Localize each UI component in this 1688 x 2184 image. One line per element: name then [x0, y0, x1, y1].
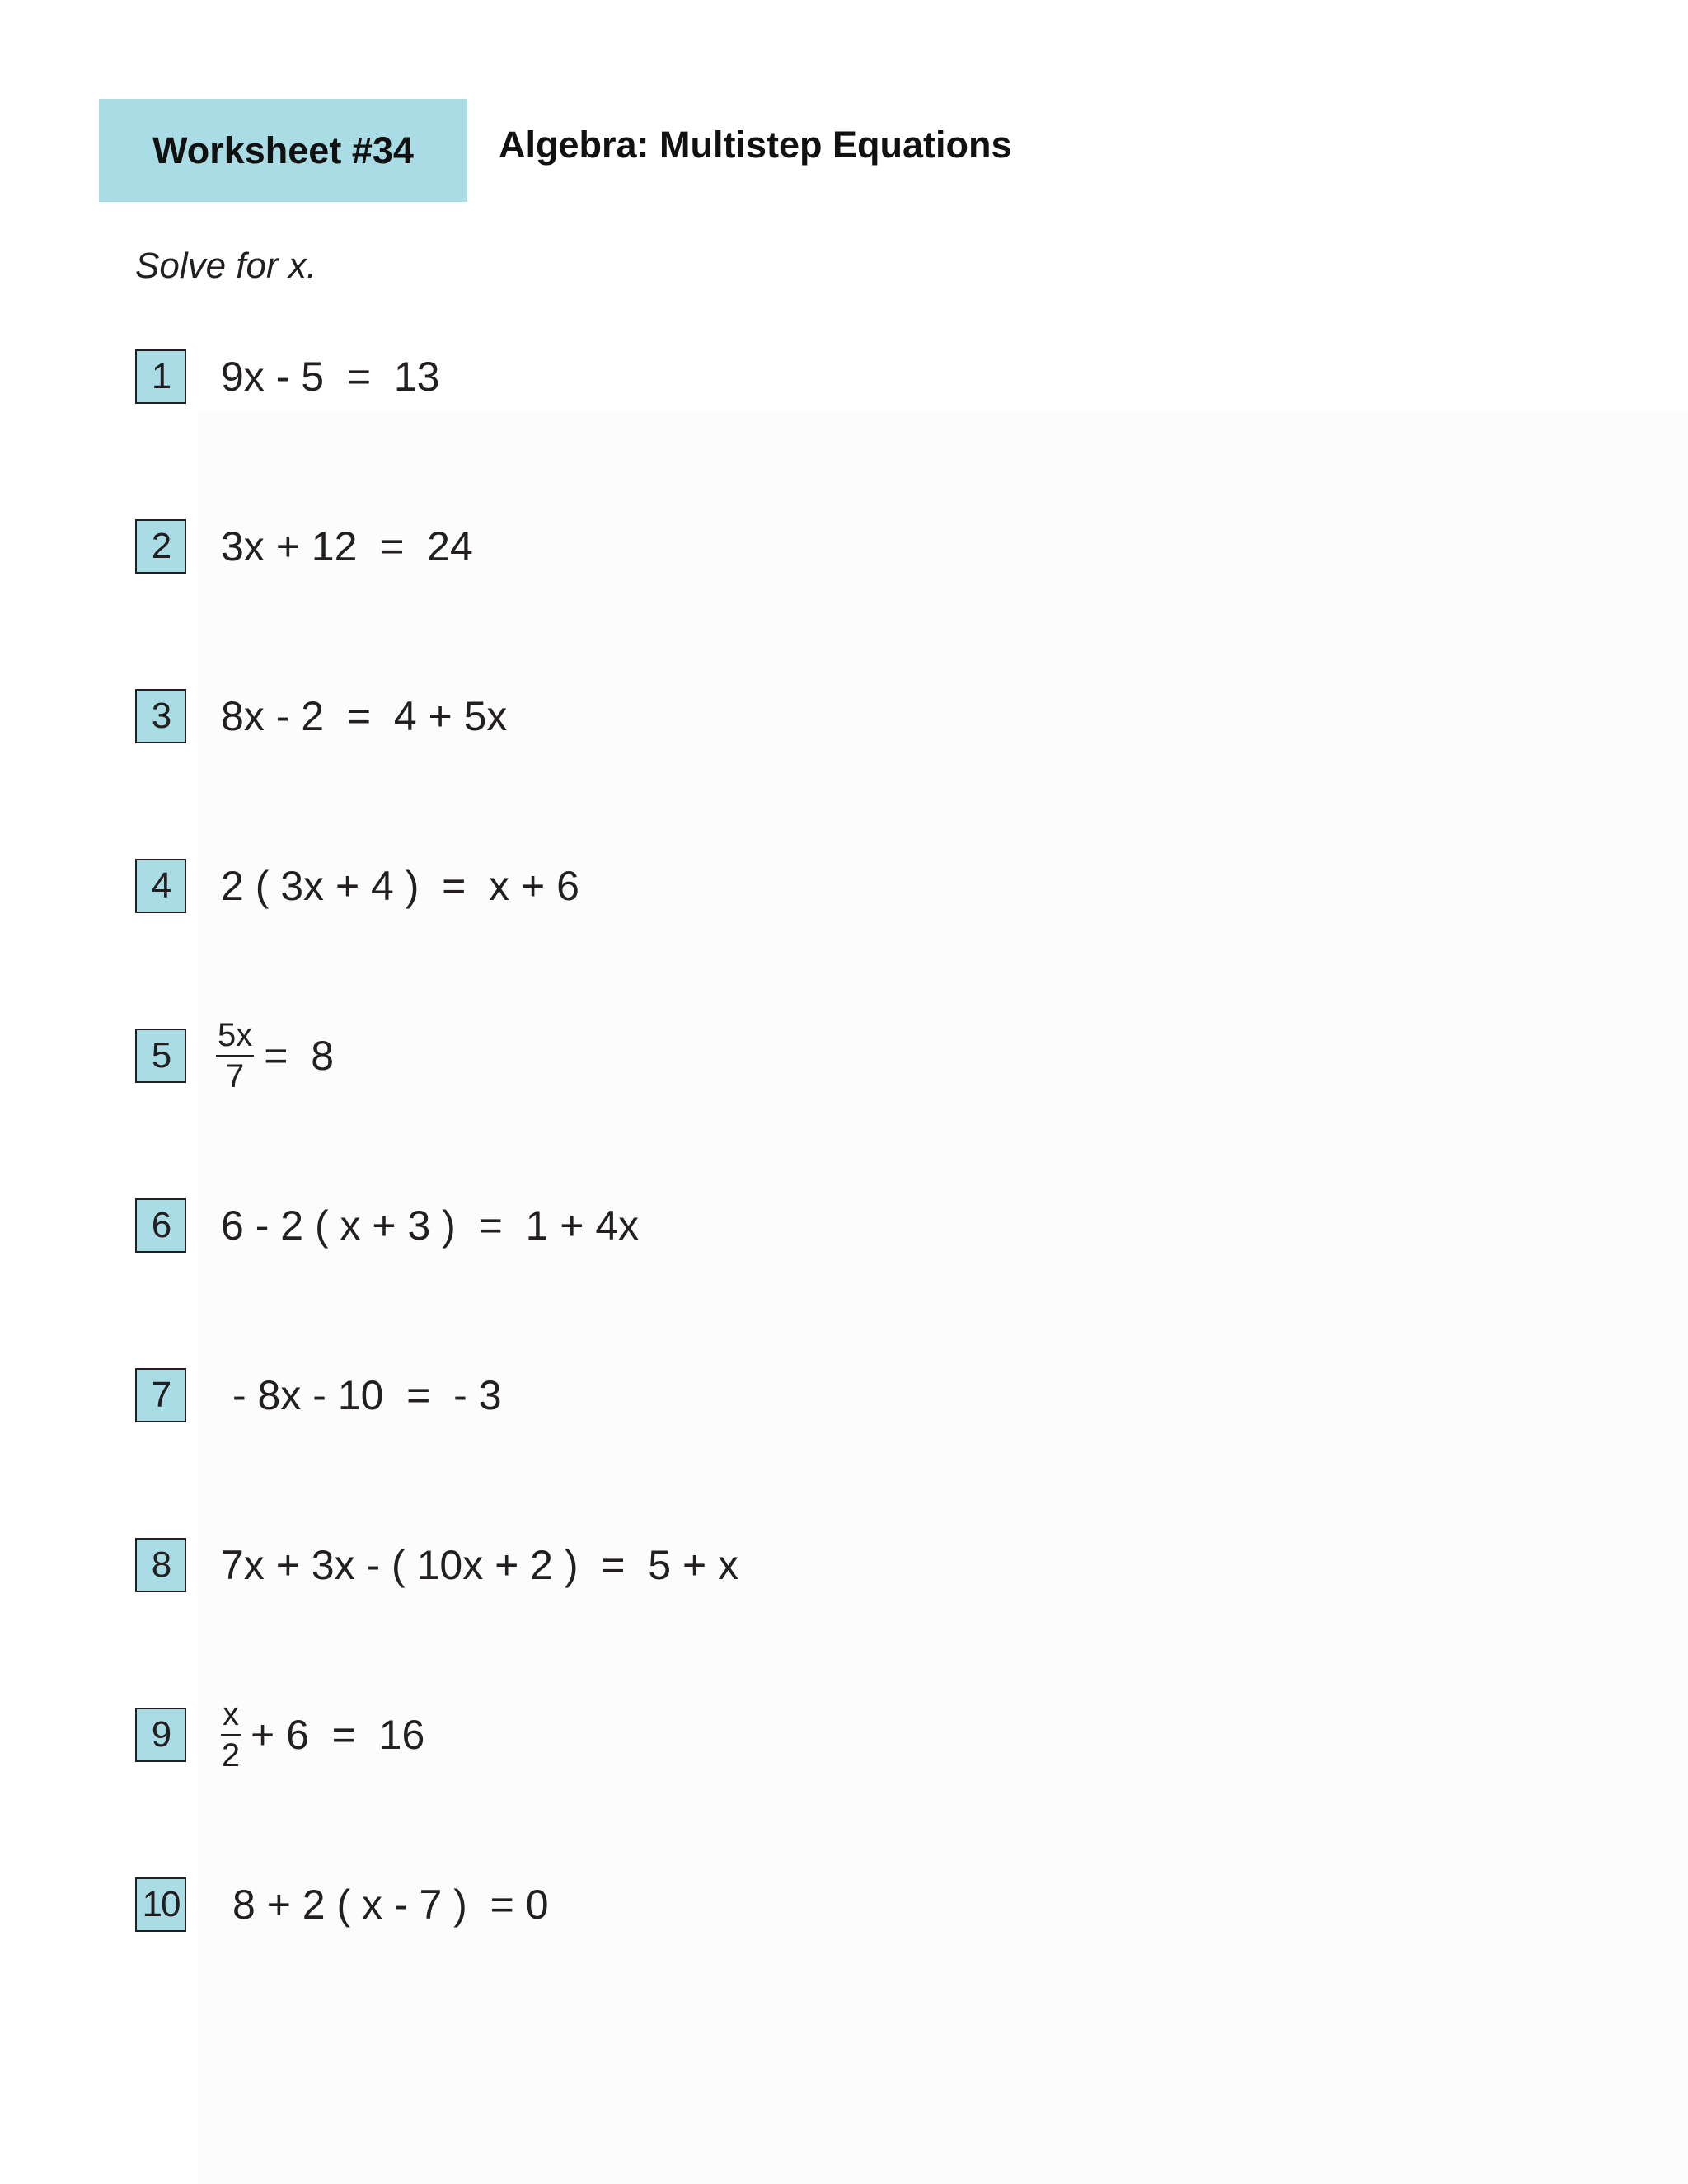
equation — [216, 1017, 335, 1094]
problem-number: 2 — [135, 519, 186, 574]
problem-6 — [135, 1198, 1124, 1253]
problem-number: 6 — [135, 1198, 186, 1253]
fraction-numerator: x — [221, 1696, 241, 1736]
fraction-numerator: 5x — [216, 1017, 254, 1057]
instructions: Solve for x. — [135, 246, 317, 286]
fraction-denominator: 7 — [226, 1058, 245, 1094]
problem-2 — [135, 519, 1124, 574]
equation: - 8x - 10 = - 3 — [232, 1372, 502, 1418]
problem-number: 4 — [135, 859, 186, 913]
fraction-denominator: 2 — [221, 1737, 241, 1774]
worksheet-label: Worksheet #34 — [99, 99, 467, 202]
equation: 8 + 2 ( x - 7 ) = 0 — [232, 1882, 549, 1928]
equation: 7x + 3x - ( 10x + 2 ) = 5 + x — [221, 1542, 739, 1588]
equation-rest: = 8 — [264, 1033, 335, 1079]
problem-number: 1 — [135, 349, 186, 404]
equation: 3x + 12 = 24 — [221, 523, 473, 569]
problem-number: 8 — [135, 1538, 186, 1592]
problem-4 — [135, 859, 1124, 913]
problem-1 — [135, 349, 1124, 404]
equation: 6 - 2 ( x + 3 ) = 1 + 4x — [221, 1202, 640, 1249]
equation: 2 ( 3x + 4 ) = x + 6 — [221, 863, 579, 909]
equation-rest: + 6 = 16 — [251, 1712, 425, 1758]
problem-10 — [135, 1877, 1124, 1932]
equation — [221, 1696, 425, 1774]
fraction — [216, 1017, 254, 1094]
equation: 8x - 2 = 4 + 5x — [221, 693, 508, 739]
equation: 9x - 5 = 13 — [221, 354, 440, 400]
problem-number: 5 — [135, 1029, 186, 1083]
worksheet-subject: Algebra: Multistep Equations — [499, 124, 1012, 166]
problem-number: 10 — [135, 1877, 186, 1932]
problem-number: 7 — [135, 1368, 186, 1422]
problem-number: 3 — [135, 689, 186, 743]
problem-number: 9 — [135, 1708, 186, 1762]
problem-3 — [135, 689, 1124, 743]
problem-9 — [135, 1696, 1124, 1774]
problem-5 — [135, 1017, 1124, 1094]
fraction — [221, 1696, 241, 1774]
problem-8 — [135, 1538, 1124, 1592]
problem-7 — [135, 1368, 1124, 1422]
